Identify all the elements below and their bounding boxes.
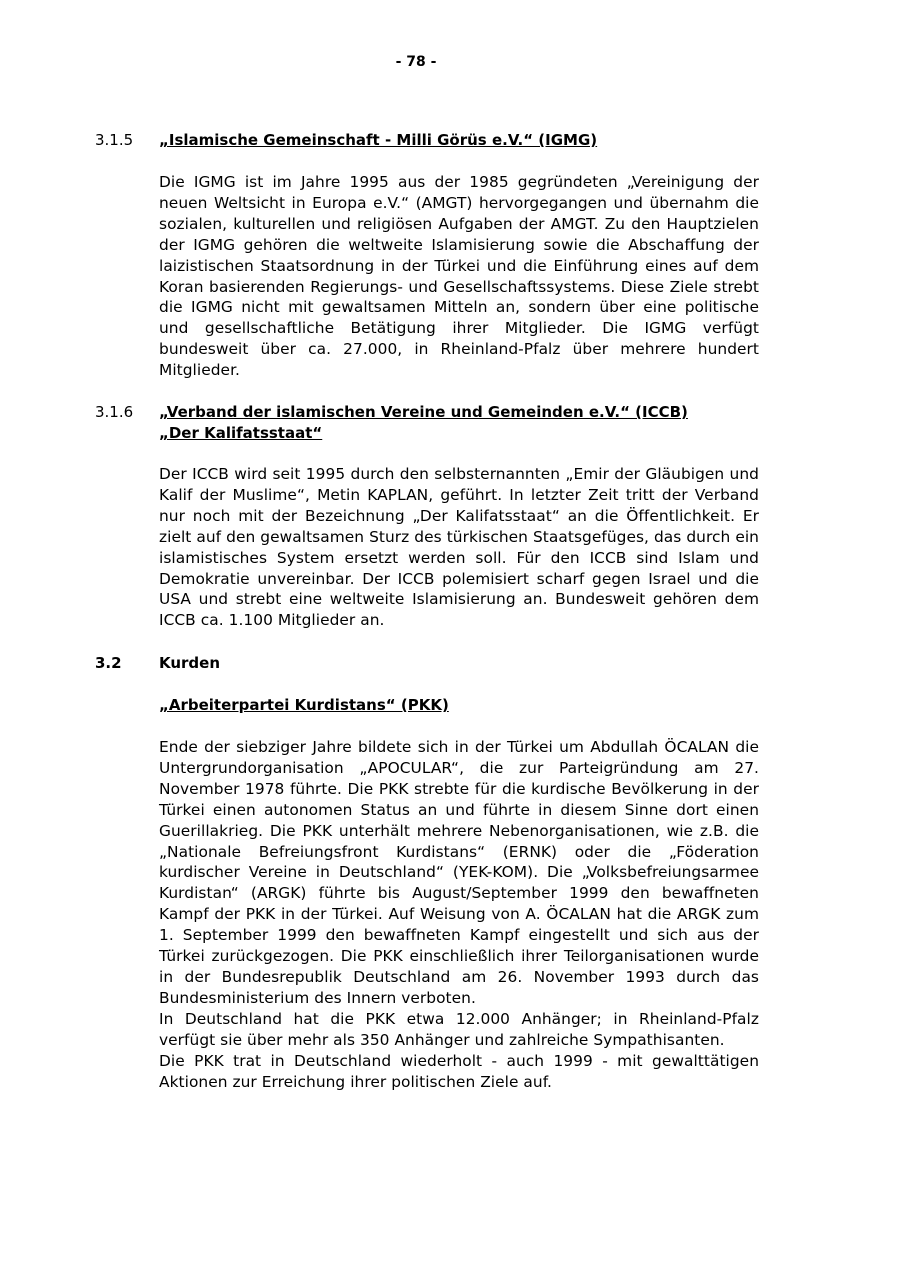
section-title-line1: „Verband der islamischen Vereine und Gemeinden e.V.“ (ICCB) xyxy=(159,403,688,421)
paragraph-text: Ende der siebziger Jahre bildete sich in der Türkei um Abdullah ÖCALAN die Untergrundorganisation „APOCULAR“, die zur Parteigründung am 27. November 1978 führte. Die PKK strebte für die kurdische Bevölkerung in der Türkei einen autonomen Status an und führte in diesem Sinne dort einen Guerillakrieg. Die PKK unterhält mehrere Nebenorganisationen, wie z.B. die „Nationale Befreiungsfront Kurdistans“ (ERNK) oder die „Föderation kurdischer Vereine in Deutschland“ (YEK-KOM). Die „Volksbefreiungsarmee Kurdistan“ (ARGK) führte bis August/September 1999 den bewaffneten Kampf der PKK in der Türkei. Auf Weisung von A. ÖCALAN hat die ARGK zum 1. September 1999 den bewaffneten Kampf eingestellt und sich aus der Türkei zurückgezogen. Die PKK einschließlich ihrer Teilorganisationen wurde in der Bundesrepublik Deutschland am 26. November 1993 durch das Bundesministerium des Innern verboten. xyxy=(159,738,759,1007)
paragraph-text: Die IGMG ist im Jahre 1995 aus der 1985 gegründeten „Vereinigung der neuen Weltsicht in Europa e.V.“ (AMGT) hervorgegangen und übernahm die sozialen, kulturellen und religiösen Aufgaben der AMGT. Zu den Hauptzielen der IGMG gehören die weltweite Islamisierung sowie die Abschaffung der laizistischen Staatsordnung in der Türkei und die Einführung eines auf dem Koran basierenden Regierungs- und Gesellschaftssystems. Diese Ziele strebt die IGMG nicht mit gewaltsamen Mitteln an, sondern über eine politische und gesellschaftliche Betätigung ihrer Mitglieder. Die IGMG verfügt bundesweit über ca. 27.000, in Rheinland-Pfalz über mehrere hundert Mitglieder. xyxy=(159,173,759,380)
paragraph-text: Der ICCB wird seit 1995 durch den selbsternannten „Emir der Gläubigen und Kalif der Muslime“, Metin KAPLAN, geführt. In letzter Zeit tritt der Verband nur noch mit der Bezeichnung „Der Kalifatsstaat“ an die Öffentlichkeit. Er zielt auf den gewaltsamen Sturz des türkischen Staatsgefüges, das durch ein islamistisches System ersetzt werden soll. Für den ICCB sind Islam und Demokratie unvereinbar. Der ICCB polemisiert scharf gegen Israel und die USA und strebt eine weltweite Islamisierung an. Bundesweit gehören dem ICCB ca. 1.100 Mitglieder an. xyxy=(159,465,759,630)
section-number: 3.2 xyxy=(95,654,122,672)
paragraph-text: Die PKK trat in Deutschland wiederholt - auch 1999 - mit gewalttätigen Aktionen zur Erreichung ihrer politischen Ziele auf. xyxy=(159,1051,759,1091)
section-paragraph-pkk xyxy=(159,737,759,1092)
paragraph-text: In Deutschland hat die PKK etwa 12.000 Anhänger; in Rheinland-Pfalz verfügt sie über mehr als 350 Anhänger und zahlreiche Sympathisanten. xyxy=(159,1009,759,1049)
section-heading-kurden xyxy=(95,653,795,674)
page-number: - 78 - xyxy=(395,54,437,70)
section-number: 3.1.6 xyxy=(95,403,134,421)
subsection-title: „Arbeiterpartei Kurdistans“ (PKK) xyxy=(159,696,449,714)
section-number: 3.1.5 xyxy=(95,131,134,149)
section-heading-iccb xyxy=(95,402,795,444)
section-paragraph-iccb xyxy=(159,464,759,631)
section-title-line2: „Der Kalifatsstaat“ xyxy=(159,424,323,442)
section-title: „Islamische Gemeinschaft - Milli Görüs e.V.“ (IGMG) xyxy=(159,131,598,149)
subsection-heading-pkk xyxy=(95,695,795,716)
section-heading-igmg xyxy=(95,130,795,151)
section-title: Kurden xyxy=(159,654,221,672)
section-paragraph-igmg xyxy=(159,172,759,381)
